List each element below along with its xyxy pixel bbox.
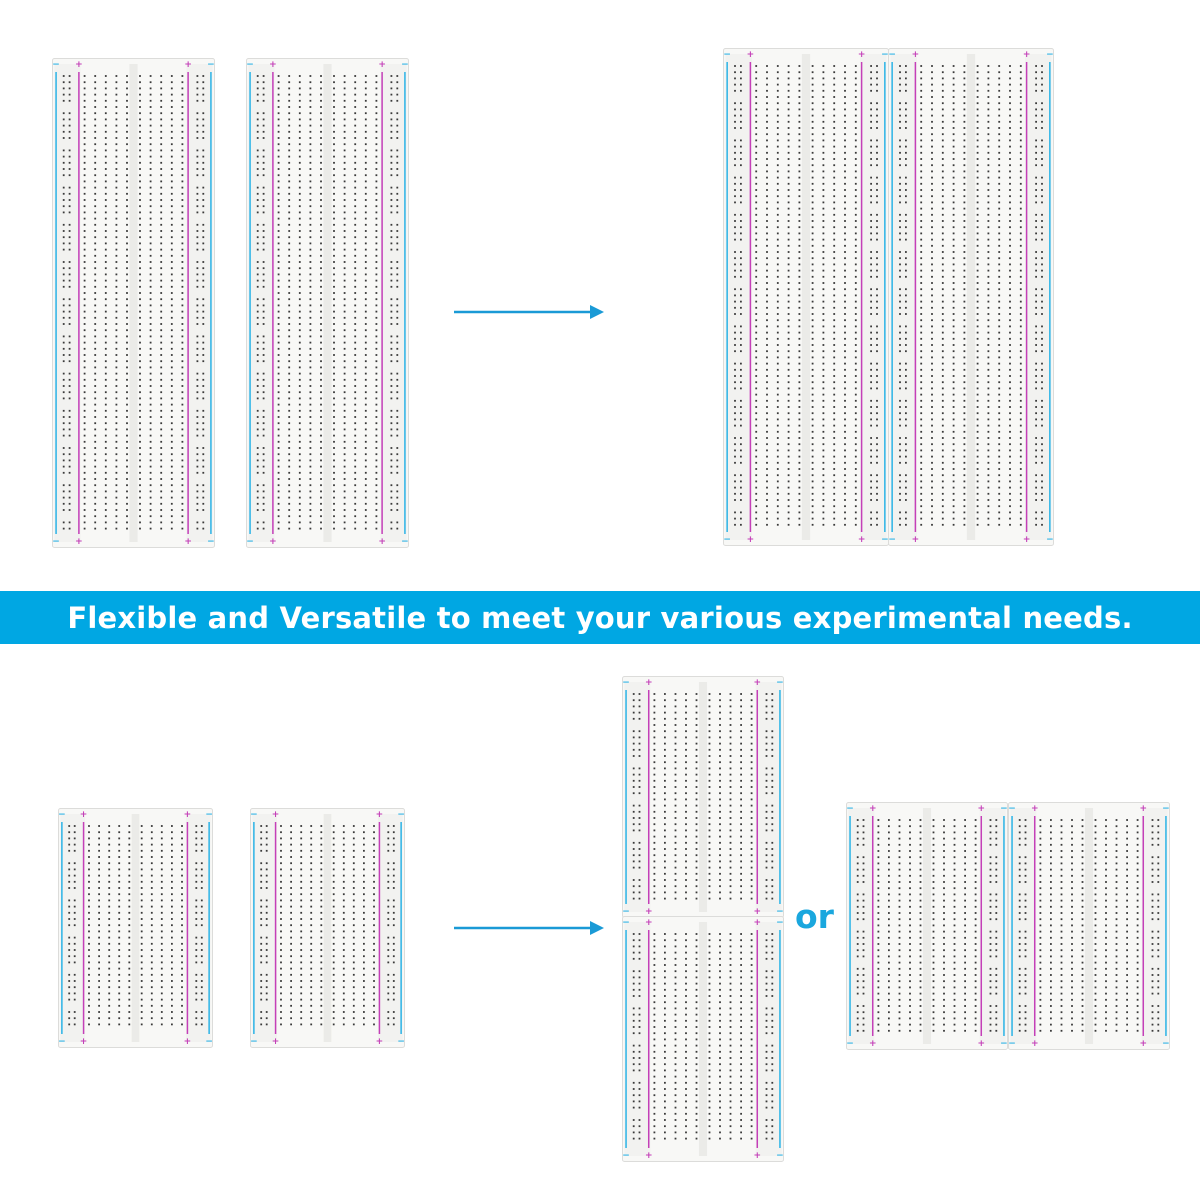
svg-text:−: − (246, 60, 254, 70)
breadboard-joined-right (888, 48, 1054, 546)
svg-text:−: − (250, 810, 258, 820)
svg-text:+: + (269, 537, 277, 547)
svg-text:+: + (1022, 535, 1031, 545)
svg-text:−: − (888, 50, 896, 60)
svg-text:+: + (378, 537, 386, 547)
right-arrow-icon (452, 302, 608, 326)
breadboard-icon (58, 808, 213, 1048)
svg-text:−: − (207, 60, 215, 70)
svg-text:+: + (183, 1037, 192, 1047)
svg-text:+: + (184, 60, 192, 70)
svg-text:+: + (79, 810, 88, 820)
svg-text:+: + (746, 50, 755, 60)
breadboard-icon (723, 48, 889, 546)
svg-text:+: + (1022, 50, 1031, 60)
breadboard-icon (622, 676, 784, 918)
svg-text:+: + (75, 537, 83, 547)
breadboard-full-2 (246, 58, 409, 548)
svg-text:+: + (375, 810, 384, 820)
breadboard-icon (846, 802, 1008, 1050)
svg-text:−: − (207, 537, 215, 547)
svg-text:−: − (401, 537, 409, 547)
svg-text:+: + (746, 535, 755, 545)
svg-text:−: − (881, 50, 889, 60)
breadboard-icon (622, 916, 784, 1162)
svg-text:−: − (52, 60, 60, 70)
svg-text:−: − (205, 1037, 213, 1047)
svg-text:−: − (52, 537, 60, 547)
svg-text:−: − (1046, 535, 1054, 545)
svg-text:−: − (58, 810, 66, 820)
svg-text:+: + (269, 60, 277, 70)
breadboard-icon (52, 58, 215, 548)
breadboard-full-1 (52, 58, 215, 548)
breadboard-icon (250, 808, 405, 1048)
svg-text:+: + (184, 537, 192, 547)
svg-text:+: + (857, 50, 866, 60)
svg-text:−: − (723, 50, 731, 60)
svg-text:−: − (881, 535, 889, 545)
svg-text:+: + (911, 50, 920, 60)
svg-text:+: + (271, 810, 280, 820)
svg-text:−: − (1046, 50, 1054, 60)
breadboard-side-left (846, 802, 1008, 1050)
feature-banner (0, 591, 1200, 644)
breadboard-stacked-top (622, 676, 784, 918)
svg-text:+: + (911, 535, 920, 545)
svg-text:+: + (378, 60, 386, 70)
svg-text:+: + (857, 535, 866, 545)
svg-text:−: − (205, 810, 213, 820)
svg-text:−: − (622, 907, 630, 917)
svg-text:−: − (401, 60, 409, 70)
or-label: or (795, 897, 834, 936)
breadboard-side-right (1008, 802, 1170, 1050)
breadboard-half-1 (58, 808, 213, 1048)
breadboard-stacked-bottom (622, 916, 784, 1162)
svg-text:−: − (723, 535, 731, 545)
svg-text:+: + (183, 810, 192, 820)
svg-text:+: + (79, 1037, 88, 1047)
svg-text:−: − (397, 810, 405, 820)
svg-text:−: − (622, 678, 630, 688)
breadboard-icon (1008, 802, 1170, 1050)
svg-text:−: − (246, 537, 254, 547)
svg-text:+: + (375, 1037, 384, 1047)
svg-text:+: + (271, 1037, 280, 1047)
right-arrow-icon (452, 918, 608, 942)
breadboard-icon (246, 58, 409, 548)
svg-text:−: − (58, 1037, 66, 1047)
banner-text: Flexible and Versatile to meet your various experimental needs. (67, 600, 1133, 635)
svg-text:−: − (250, 1037, 258, 1047)
breadboard-joined-left (723, 48, 889, 546)
breadboard-icon (888, 48, 1054, 546)
svg-text:+: + (75, 60, 83, 70)
svg-text:−: − (888, 535, 896, 545)
svg-text:−: − (397, 1037, 405, 1047)
breadboard-half-2 (250, 808, 405, 1048)
